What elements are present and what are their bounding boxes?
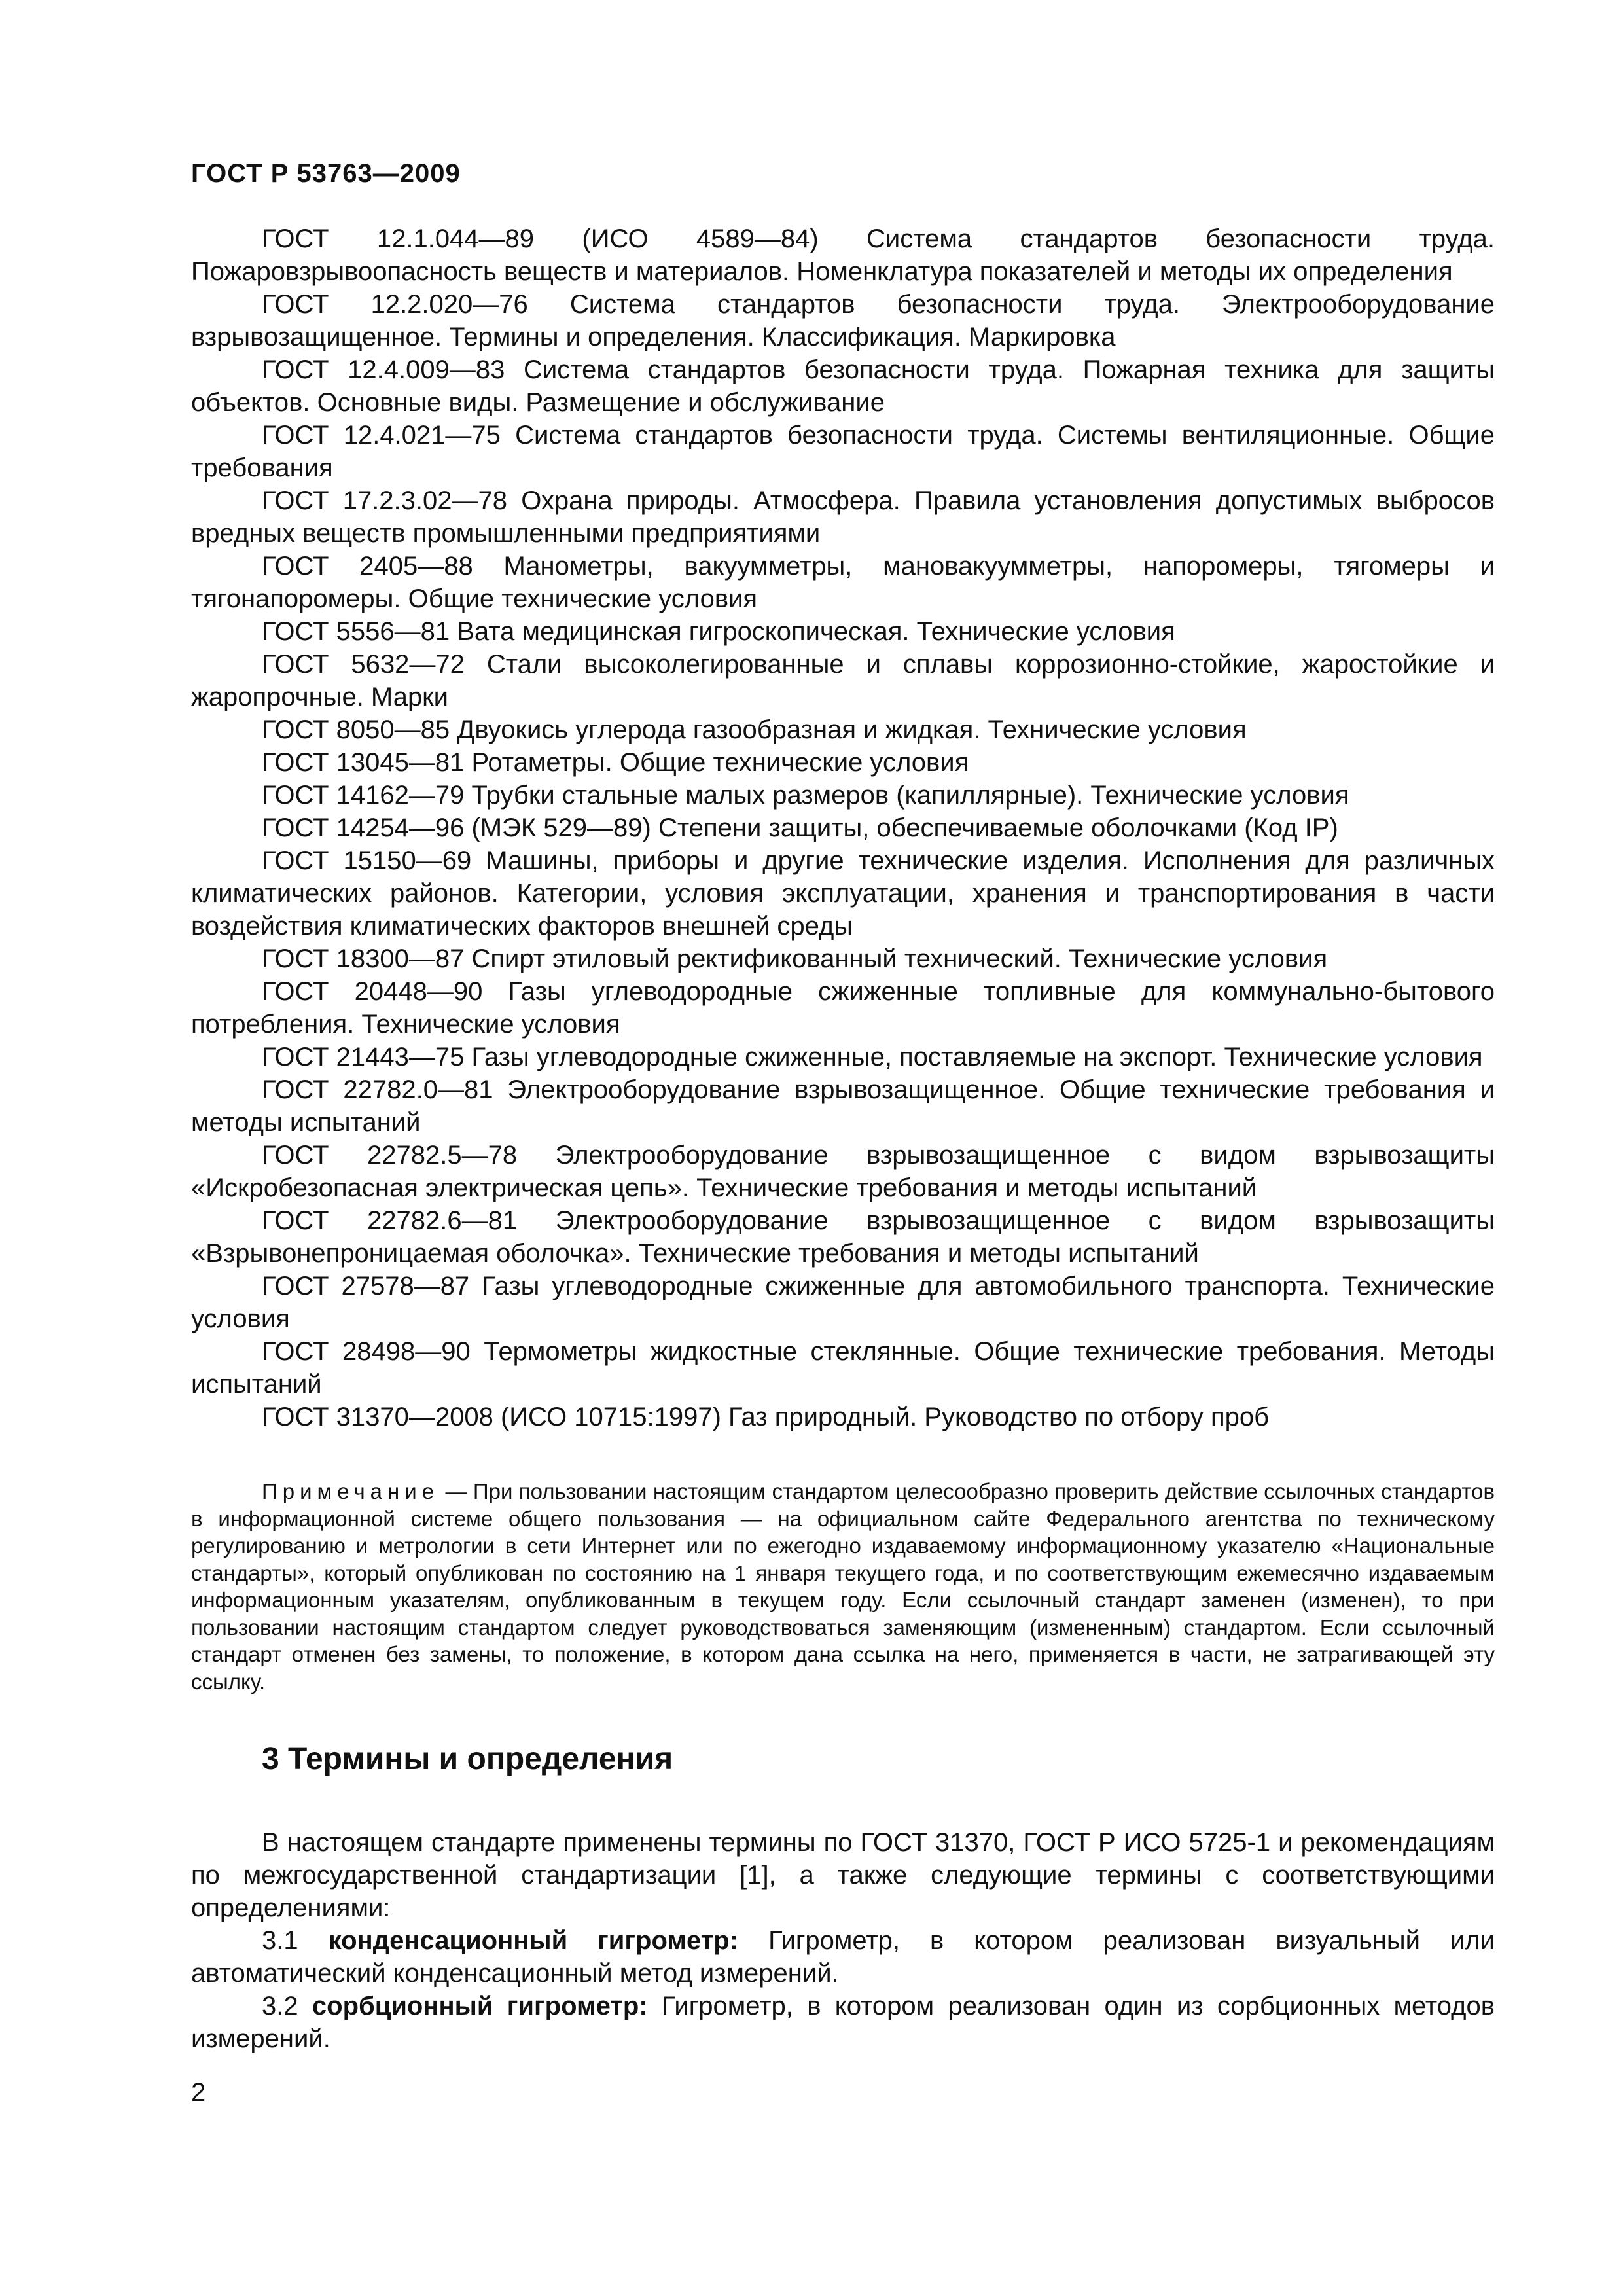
reference-item: ГОСТ 31370—2008 (ИСО 10715:1997) Газ природный. Руководство по отбору проб — [262, 1403, 1270, 1431]
reference-item: ГОСТ 12.2.020—76 Система стандартов безопасности труда. Электрооборудование взрывозащищенное. Термины и определения. Классификация. Маркировка — [191, 290, 1495, 351]
reference-item: ГОСТ 12.4.009—83 Система стандартов безопасности труда. Пожарная техника для защиты объектов. Основные виды. Размещение и обслуживание — [191, 355, 1495, 417]
reference-item: ГОСТ 12.1.044—89 (ИСО 4589—84) Система стандартов безопасности труда. Пожаровзрывоопасность веществ и материалов. Номенклатура показателей и методы их определения — [191, 224, 1495, 286]
term-definition — [191, 1990, 1495, 2055]
note-text: — При пользовании настоящим стандартом целесообразно проверить действие ссылочных стандартов в информационной системе общего пользования — на официальном сайте Федерального агентства по техническому регулированию и метрологии в сети Интернет или по ежегодно издаваемому информационному указателю «Национальные стандарты», который опубликован по состоянию на 1 января текущего года, и по соответствующим ежемесячно издаваемым информационным указателям, опубликованным в текущем году. Если ссылочный стандарт заменен (изменен), то при пользовании настоящим стандартом следует руководствоваться заменяющим (измененным) стандартом. Если ссылочный стандарт отменен без замены, то положение, в котором дана ссылка на него, применяется в части, не затрагивающей эту ссылку. — [191, 1479, 1495, 1694]
reference-item: ГОСТ 28498—90 Термометры жидкостные стеклянные. Общие технические требования. Методы испытаний — [191, 1337, 1495, 1399]
reference-item: ГОСТ 5632—72 Стали высоколегированные и сплавы коррозионно-стойкие, жаростойкие и жаропрочные. Марки — [191, 650, 1495, 711]
normative-references-list — [191, 223, 1495, 1433]
section-intro: В настоящем стандарте применены термины по ГОСТ 31370, ГОСТ Р ИСО 5725-1 и рекомендациям по межгосударственной стандартизации [1], а также следующие термины с соответствующими определениями: — [191, 1828, 1495, 1922]
section-title: 3 Термины и определения — [262, 1742, 673, 1776]
reference-item: ГОСТ 18300—87 Спирт этиловый ректификованный технический. Технические условия — [262, 944, 1328, 973]
reference-item: ГОСТ 5556—81 Вата медицинская гигроскопическая. Технические условия — [262, 617, 1175, 646]
term-definition — [191, 1924, 1495, 1990]
reference-item: ГОСТ 22782.5—78 Электрооборудование взрывозащищенное с видом взрывозащиты «Искробезопасная электрическая цепь». Технические требования и методы испытаний — [191, 1141, 1495, 1202]
term-text: Гигрометр, в котором реализован один из сорбционных методов измерений. — [191, 1992, 1495, 2053]
reference-item: ГОСТ 22782.6—81 Электрооборудование взрывозащищенное с видом взрывозащиты «Взрывонепроницаемая оболочка». Технические требования и методы испытаний — [191, 1206, 1495, 1268]
term-text: Гигрометр, в котором реализован визуальный или автоматический конденсационный метод измерений. — [191, 1926, 1495, 1988]
reference-item: ГОСТ 21443—75 Газы углеводородные сжиженные, поставляемые на экспорт. Технические условия — [262, 1043, 1483, 1071]
note-lead: Примечание — [262, 1479, 440, 1503]
reference-item: ГОСТ 14254—96 (МЭК 529—89) Степени защиты, обеспечиваемые оболочками (Код IP) — [262, 814, 1338, 842]
page-number: 2 — [191, 2078, 206, 2107]
reference-item: ГОСТ 12.4.021—75 Система стандартов безопасности труда. Системы вентиляционные. Общие требования — [191, 421, 1495, 482]
term-name: конденсационный гигрометр: — [328, 1926, 739, 1955]
reference-item: ГОСТ 15150—69 Машины, приборы и другие технические изделия. Исполнения для различных климатических районов. Категории, условия эксплуатации, хранения и транспортирования в части воздействия климатических факторов внешней среды — [191, 846, 1495, 941]
reference-item: ГОСТ 20448—90 Газы углеводородные сжиженные топливные для коммунально-бытового потребления. Технические условия — [191, 977, 1495, 1039]
document-header: ГОСТ Р 53763—2009 — [191, 159, 461, 188]
term-name: сорбционный гигрометр: — [312, 1992, 648, 2020]
reference-item: ГОСТ 13045—81 Ротаметры. Общие технические условия — [262, 748, 969, 777]
reference-item: ГОСТ 2405—88 Манометры, вакуумметры, мановакуумметры, напоромеры, тягомеры и тягонапоромеры. Общие технические условия — [191, 552, 1495, 613]
term-number: 3.2 — [262, 1992, 298, 2020]
reference-item: ГОСТ 8050—85 Двуокись углерода газообразная и жидкая. Технические условия — [262, 715, 1247, 744]
section-body — [191, 1826, 1495, 2055]
reference-item: ГОСТ 17.2.3.02—78 Охрана природы. Атмосфера. Правила установления допустимых выбросов вредных веществ промышленными предприятиями — [191, 486, 1495, 548]
note-paragraph — [191, 1478, 1495, 1695]
reference-item: ГОСТ 27578—87 Газы углеводородные сжиженные для автомобильного транспорта. Технические условия — [191, 1272, 1495, 1333]
reference-item: ГОСТ 22782.0—81 Электрооборудование взрывозащищенное. Общие технические требования и методы испытаний — [191, 1075, 1495, 1137]
reference-item: ГОСТ 14162—79 Трубки стальные малых размеров (капиллярные). Технические условия — [262, 781, 1349, 810]
term-number: 3.1 — [262, 1926, 298, 1955]
